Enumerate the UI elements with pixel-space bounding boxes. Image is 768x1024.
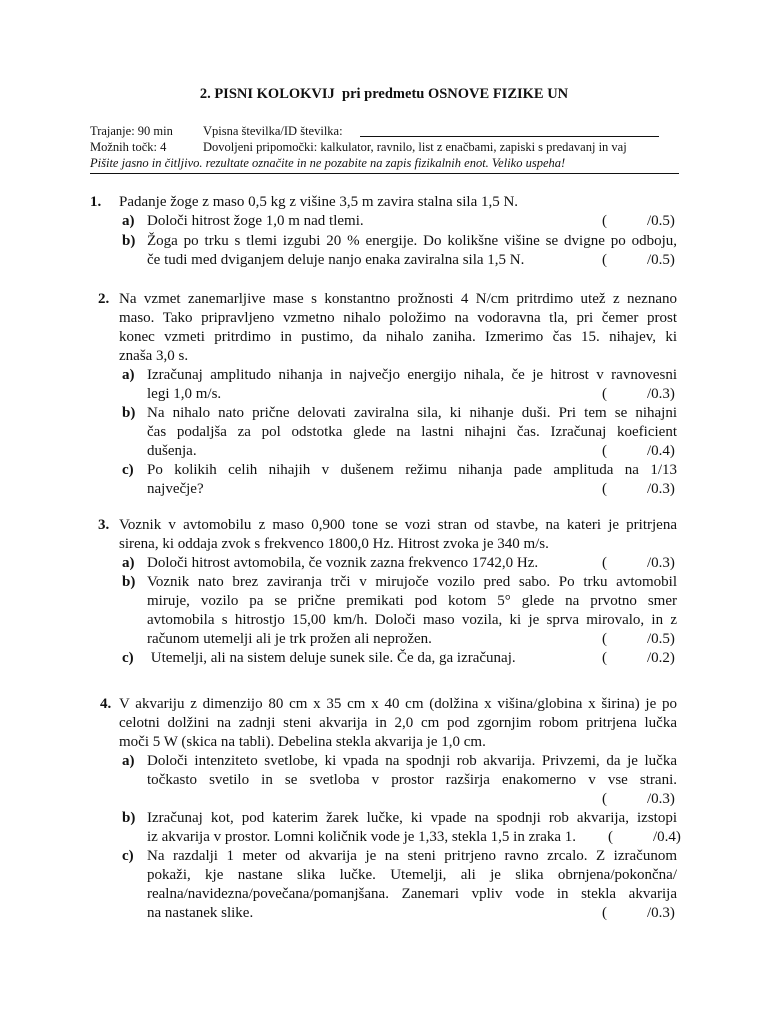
student-id-label: Vpisna številka/ID številka: [203,124,343,138]
subquestion-text: Izračunaj amplitudo nihanja in največjo energijo nihala, če je hitrost v ravnovesni [147,367,677,383]
subquestion-text: Določi intenziteto svetlobe, ki vpada na spodnji rob akvarija. Privzemi, da je lučka [147,753,677,769]
subquestion-label: b) [122,233,136,249]
question-text: V akvariju z dimenzijo 80 cm x 35 cm x 40 cm (dolžina x višina/globina x širina) je po [119,696,677,712]
question-number: 4. [100,696,112,712]
question-text: konec vzmeti pritrdimo in pustimo, da nihalo zaniha. Izmerimo čas 15. nihajev, ki [119,329,677,345]
subquestion-text: na nastanek slike. [147,905,254,921]
question-text: celotni dolžini na zadnji steni akvarija in 2,0 cm pod zgornjim robom pritrjena lučka [119,715,677,731]
question-text: Na vzmet zanemarljive mase s konstantno prožnosti 4 N/cm pritrdimo utež z neznano [119,291,677,307]
subquestion-text: Določi hitrost žoge 1,0 m nad tlemi. [147,213,364,229]
subquestion-label: b) [122,810,136,826]
question-number: 2. [98,291,110,307]
allowed-aids: Dovoljeni pripomočki: kalkulator, ravnilo, list z enačbami, zapiski s predavanj in vaj [203,140,627,154]
exam-title: 2. PISNI KOLOKVIJ pri predmetu OSNOVE FIZIKE UN [199,86,569,102]
question-text: Voznik v avtomobilu z maso 0,900 tone se vozi stran od stavbe, na kateri je pritrjena [119,517,677,533]
instructions: Pišite jasno in čitljivo. rezultate označite in ne pozabite na zapis fizikalnih enot. Veliko uspeha! [90,156,566,170]
subquestion-text: Določi hitrost avtomobila, če voznik zazna frekvenco 1742,0 Hz. [147,555,539,571]
subquestion-text: Na razdalji 1 meter od akvarija je na steni pritrjeno ravno zrcalo. Z izračunom [147,848,677,864]
header-divider [90,173,679,174]
subquestion-text: Žoga po trku s tlemi izgubi 20 % energije. Do kolikšne višine se dvigne po odboju, [147,233,677,249]
question-number: 1. [90,194,102,210]
subquestion-text: Izračunaj kot, pod katerim žarek lučke, ki vpade na spodnji rob akvarija, izstopi [147,810,677,826]
subquestion-text: Po kolikih celih nihajih v dušenem režimu nihanja pade amplituda na 1/13 [147,462,677,478]
subquestion-text: računom utemelji ali je trk prožen ali neprožen. [147,631,432,647]
subquestion-text: čas podaljša za pol odstotka glede na lastni nihajni čas. Izračunaj koeficient [147,424,677,440]
subquestion-label: b) [122,405,136,421]
subquestion-text: miruje, vozilo pa se prične premikati pod kotom 5° glede na prvotno smer [147,593,677,609]
subquestion-text: avtomobila s hitrostjo 15,00 km/h. Določi maso vozila, ki je sprva mirovalo, in z [147,612,677,628]
subquestion-text: Na nihalo nato prične delovati zaviralna sila, ki nihanje duši. Pri tem se nihajni [147,405,677,421]
student-id-blank[interactable] [360,136,659,137]
subquestion-text: Utemelji, ali na sistem deluje sunek sile. Če da, ga izračunaj. [147,650,516,666]
subquestion-text: pokaži, kje nastane slika lučke. Utemelji, ali je slika obrnjena/pokončna/ [147,867,677,883]
subquestion-text: realna/navidezna/povečana/pomanjšana. Zanemari vpliv vode in stekla akvarija [147,886,677,902]
question-text: sirena, ki oddaja zvok s frekvenco 1800,0 Hz. Hitrost zvoka je 340 m/s. [119,536,549,552]
question-number: 3. [98,517,110,533]
subquestion-label: c) [122,462,134,478]
subquestion-label: a) [122,213,135,229]
duration-label: Trajanje: 90 min [90,124,173,138]
subquestion-label: a) [122,367,135,383]
question-text: moči 5 W (skica na tabli). Debelina stekla akvarija je 1,0 cm. [119,734,486,750]
subquestion-label: c) [122,848,134,864]
subquestion-label: c) [122,650,134,666]
question-text: maso. Tako pripravljeno vzmetno nihalo položimo na vodoravna tla, pri čemer prost [119,310,677,326]
subquestion-text: točkasto svetilo in se svetloba v prostor razširja enakomerno v vse strani. [147,772,677,788]
subquestion-text: če tudi med dviganjem deluje nanjo enaka zaviralna sila 1,5 N. [147,252,525,268]
subquestion-label: a) [122,555,135,571]
subquestion-label: b) [122,574,136,590]
subquestion-text: legi 1,0 m/s. [147,386,222,402]
subquestion-text: največje? [147,481,204,497]
question-text: Padanje žoge z maso 0,5 kg z višine 3,5 m zavira stalna sila 1,5 N. [119,194,519,210]
subquestion-text: iz akvarija v prostor. Lomni količnik vode je 1,33, stekla 1,5 in zraka 1. [147,829,577,845]
subquestion-label: a) [122,753,135,769]
subquestion-text: Voznik nato brez zaviranja trči v mirujoče vozilo pred sabo. Po trku avtomobil [147,574,677,590]
question-text: znaša 3,0 s. [119,348,189,364]
points-label: Možnih točk: 4 [90,140,167,154]
subquestion-text: dušenja. [147,443,197,459]
